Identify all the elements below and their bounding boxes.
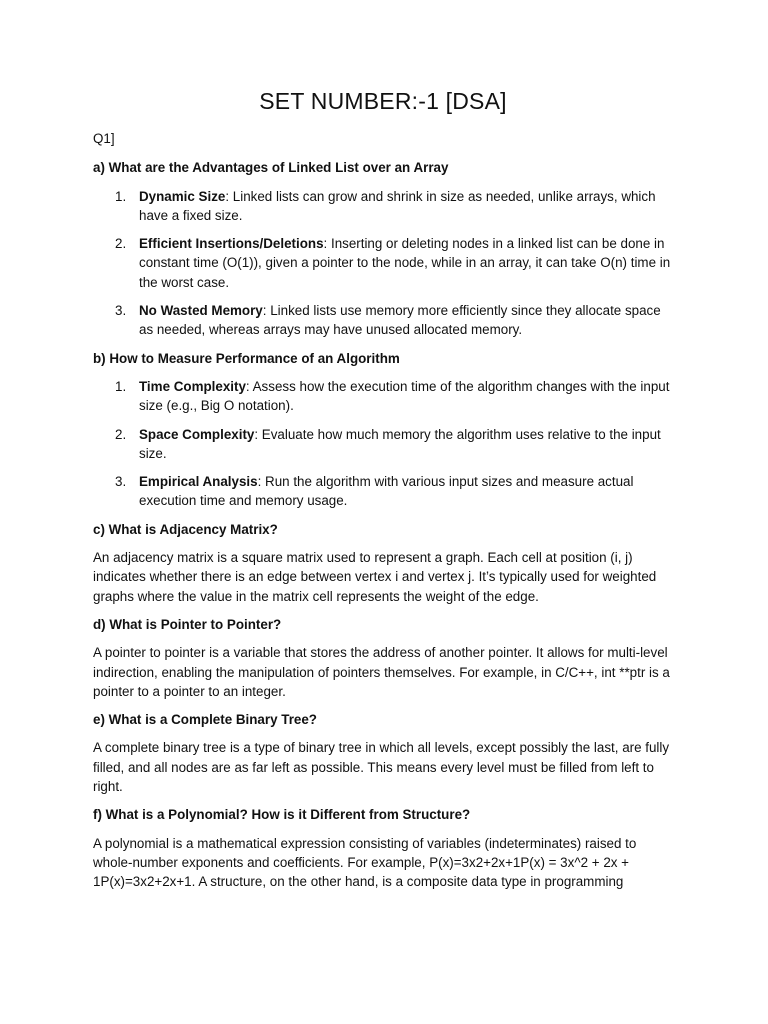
document-content — [93, 129, 678, 901]
section-c-body: An adjacency matrix is a square matrix used to represent a graph. Each cell at position (i, j) indicates whether there is an edge between vertex i and vertex j. It’s typically used for weighted graphs where the value in the matrix cell represents the weight of the edge. — [93, 550, 657, 604]
list-item-number: 3. — [115, 303, 127, 319]
list-item-term: Space Complexity — [139, 426, 255, 442]
section-c-heading: c) What is Adjacency Matrix? — [93, 521, 278, 537]
list-item-text: : Assess how the execution time of the algorithm changes with the input size (e.g., Big O notation). — [139, 378, 670, 414]
list-item-text: : Linked lists can grow and shrink in size as needed, unlike arrays, which have a fixed size. — [139, 188, 656, 223]
section-d-heading: d) What is Pointer to Pointer? — [93, 616, 282, 632]
section-e-body: A complete binary tree is a type of binary tree in which all levels, except possibly the last, are fully filled, and all nodes are as far left as possible. This means every level must be filled from left to right. — [93, 740, 670, 795]
list-item-term: Dynamic Size — [139, 188, 226, 204]
list-item-number: 2. — [115, 236, 127, 252]
section-f-body: A polynomial is a mathematical expression consisting of variables (indeterminates) raised to whole-number exponents and coefficients. For example, P(x)=3x2+2x+1P(x) = 3x^2 + 2x + 1P(x)=3x2+2x+1. A structure, on the other hand, is a composite data type in programming — [93, 835, 637, 890]
section-a-list — [93, 187, 678, 340]
section-b-list — [93, 377, 678, 511]
list-item-number: 1. — [115, 378, 127, 394]
list-item — [93, 301, 678, 340]
list-item-term: Time Complexity — [139, 378, 246, 394]
list-item-term: Efficient Insertions/Deletions — [139, 236, 324, 252]
list-item-number: 2. — [115, 426, 127, 442]
list-item — [93, 377, 678, 416]
list-item — [93, 187, 678, 226]
list-item — [93, 425, 678, 464]
list-item-text: : Run the algorithm with various input sizes and measure actual execution time and memory usage. — [139, 474, 634, 509]
list-item-text: : Evaluate how much memory the algorithm uses relative to the input size. — [139, 426, 661, 461]
section-b-heading: b) How to Measure Performance of an Algorithm — [93, 350, 400, 366]
section-e-heading: e) What is a Complete Binary Tree? — [93, 712, 317, 728]
question-label: Q1] — [93, 131, 115, 146]
section-f-heading: f) What is a Polynomial? How is it Different from Structure? — [93, 807, 471, 823]
list-item-text: : Inserting or deleting nodes in a linked list can be done in constant time (O(1)), given a pointer to the node, while in an array, it can take O(n) time in the worst case. — [139, 236, 671, 290]
list-item-term: Empirical Analysis — [139, 474, 258, 490]
list-item — [93, 472, 678, 511]
page-title: SET NUMBER:-1 [DSA] — [259, 88, 507, 114]
section-d-body: A pointer to pointer is a variable that stores the address of another pointer. It allows for multi-level indirection, enabling the manipulation of pointers themselves. For example, in C/C++, int **ptr is a pointer to a pointer to an integer. — [93, 645, 670, 699]
list-item-number: 1. — [115, 188, 127, 204]
list-item-term: No Wasted Memory — [139, 303, 263, 319]
list-item-text: : Linked lists use memory more efficiently since they allocate space as needed, whereas arrays may have unused allocated memory. — [139, 303, 661, 338]
list-item-number: 3. — [115, 474, 127, 490]
section-a-heading: a) What are the Advantages of Linked List over an Array — [93, 160, 449, 176]
list-item — [93, 234, 678, 292]
